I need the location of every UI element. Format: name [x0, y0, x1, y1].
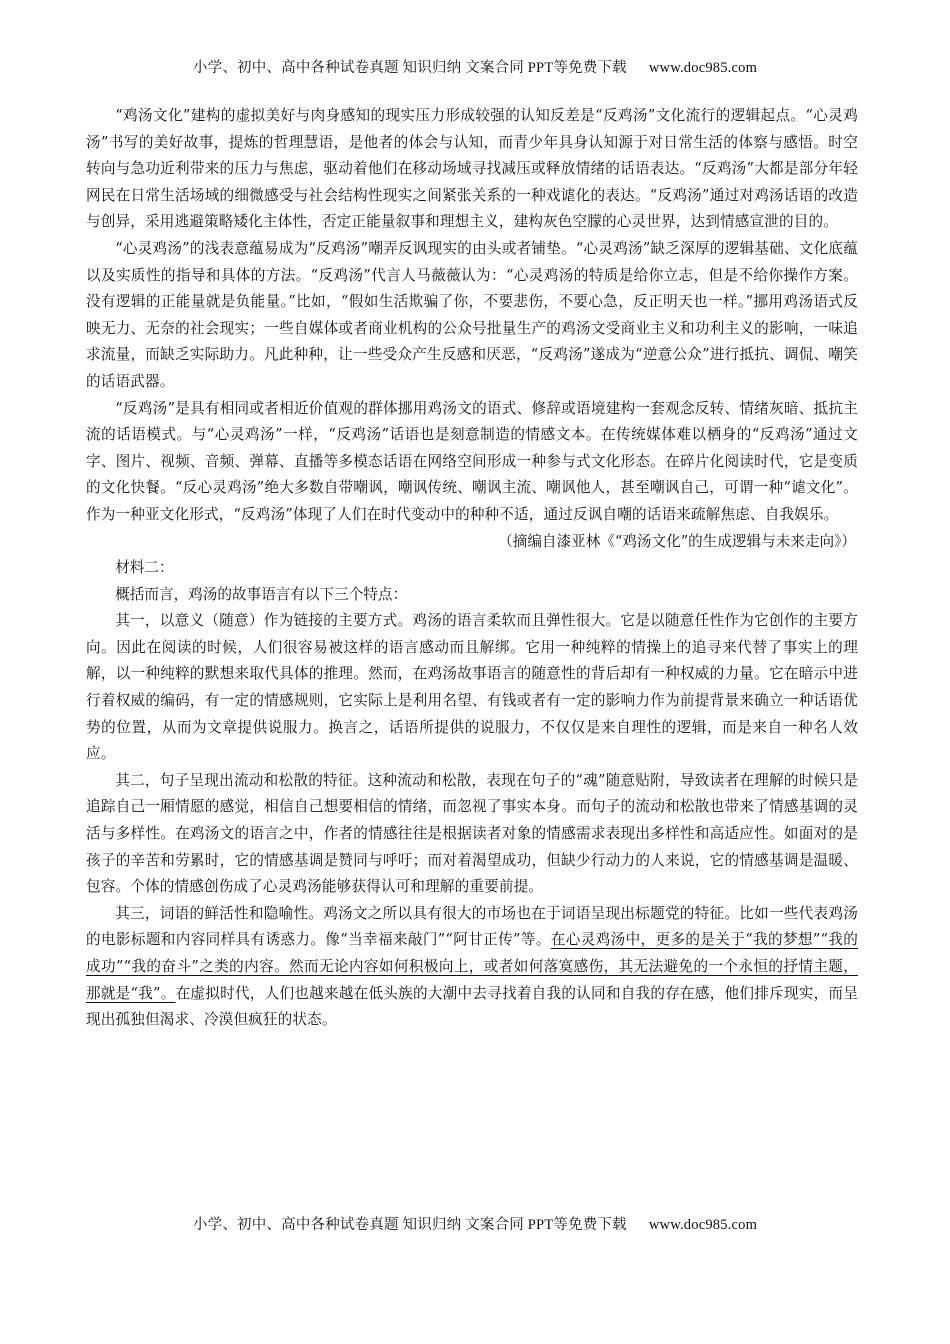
page-header: [0, 56, 950, 77]
material-two-intro: 概括而言，鸡汤的故事语言有以下三个特点：: [115, 585, 408, 603]
point-three-underlined-sentence: 在心灵鸡汤中，更多的是关于“我的梦想”“我的成功”“我的奋斗”之类的内容。然而无论内容如何积极向上，或者如何落寞感伤，其无法避免的一个永恒的抒情主题，那就是“我”。: [86, 931, 858, 1002]
material-two-point-one: 其一，以意义（随意）作为链接的主要方式。鸡汤的语言柔软而且弹性很大。它是以随意任性作为它创作的主要方向。因此在阅读的时候，人们很容易被这样的语言感动而且解绑。它用一种纯粹的情操上的追寻来代替了事实上的理解，以一种纯粹的默想来取代具体的推理。然而，在鸡汤故事语言的随意性的背后却有一种权威的力量。它在暗示中进行着权威的编码，有一定的情感规则，它实际上是利用名望、有钱或者有一定的影响力作为前提背景来确立一种话语优势的位置，从而为文章提供说服力。换言之，话语所提供的说服力，不仅仅是来自理性的逻辑，而是来自一种名人效应。: [86, 612, 858, 763]
point-three-end: 在虚拟时代，人们也越来越在低头族的大潮中去寻找着自我的认同和自我的存在感，他们排斥现实，而呈现出孤独但渴求、冷漠但疯狂的状态。: [86, 984, 858, 1029]
material-one-source: （摘编自漆亚林《“鸡汤文化”的生成逻辑与未来走向》）: [498, 532, 856, 550]
footer-text: 小学、初中、高中各种试卷真题 知识归纳 文案合同 PPT等免费下载: [192, 1217, 627, 1233]
document-body: [86, 103, 858, 1034]
material-two-point-two: 其二，句子呈现出流动和松散的特征。这种流动和松散，表现在句子的“魂”随意贴附，导致读者在理解的时候只是追踪自己一厢情愿的感觉，相信自己想要相信的情绪，而忽视了事实本身。而句子的流动和松散也带来了情感基调的灵活与多样性。在鸡汤文的语言之中，作者的情感往往是根据读者对象的情感需求表现出多样性和高适应性。如面对的是孩子的辛苦和劳累时，它的情感基调是赞同与呼吁；而对着渴望成功，但缺少行动力的人来说，它的情感基调是温暖、包容。个体的情感创伤成了心灵鸡汤能够获得认可和理解的重要前提。: [86, 771, 858, 896]
header-url-link[interactable]: www.doc985.com: [648, 60, 758, 76]
page-footer: [0, 1213, 950, 1234]
point-three-start: 其三，词语的鲜活性和隐喻性。鸡汤文之所以具有很大的市场也在于词语呈现出标题党的特征。比如一些代表鸡汤的电影标题和内容同样具有诱惑力。像“当幸福来敲门”“阿甘正传”等。: [86, 904, 858, 949]
material-one-paragraph-3: “反鸡汤”是具有相同或者相近价值观的群体挪用鸡汤文的语式、修辞或语境建构一套观念反转、情绪灰暗、抵抗主流的话语模式。与“心灵鸡汤”一样，“反鸡汤”话语也是刻意制造的情感文本。在传统媒体难以栖身的“反鸡汤”通过文字、图片、视频、音频、弹幕、直播等多模态话语在网络空间形成一种参与式文化形态。在碎片化阅读时代，它是变质的文化快餐。“反心灵鸡汤”绝大多数自带嘲讽，嘲讽传统、嘲讽主流、嘲讽他人，甚至嘲讽自己，可谓一种“谑文化”。作为一种亚文化形式，“反鸡汤”体现了人们在时代变动中的种种不适，通过反讽自嘲的话语来疏解焦虑、自我娱乐。: [86, 399, 858, 523]
material-two-label: 材料二：: [115, 559, 174, 577]
material-two-point-three: [86, 901, 858, 1034]
material-one-paragraph-2: “心灵鸡汤”的浅表意蕴易成为“反鸡汤”嘲弄反讽现实的由头或者铺垫。“心灵鸡汤”缺乏深厚的逻辑基础、文化底蕴以及实质性的指导和具体的方法。“反鸡汤”代言人马薇薇认为：“心灵鸡汤的特质是给你立志，但是不给你操作方案。没有逻辑的正能量就是负能量。”比如，“假如生活欺骗了你，不要悲伤，不要心急，反正明天也一样。”挪用鸡汤语式反映无力、无奈的社会现实；一些自媒体或者商业机构的公众号批量生产的鸡汤文受商业主义和功利主义的影响，一味追求流量，而缺乏实际助力。凡此种种，让一些受众产生反感和厌恶，“反鸡汤”遂成为“逆意公众”进行抵抗、调侃、嘲笑的话语武器。: [86, 239, 858, 390]
material-one-paragraph-1: “鸡汤文化”建构的虚拟美好与肉身感知的现实压力形成较强的认知反差是“反鸡汤”文化流行的逻辑起点。“心灵鸡汤”书写的美好故事，提炼的哲理慧语，是他者的体会与认知，而青少年具身认知源于对日常生活的体察与感悟。时空转向与急功近利带来的压力与焦虑，驱动着他们在移动场域寻找减压或释放情绪的话语表达。“反鸡汤”大都是部分年轻网民在日常生活场域的细微感受与社会结构性现实之间紧张关系的一种戏谑化的表达。“反鸡汤”通过对鸡汤话语的改造与创异，采用逃避策略矮化主体性，否定正能量叙事和理想主义，建构灰色空朦的心灵世界，达到情感宣泄的目的。: [86, 107, 858, 231]
footer-url-link[interactable]: www.doc985.com: [648, 1217, 758, 1233]
header-text: 小学、初中、高中各种试卷真题 知识归纳 文案合同 PPT等免费下载: [192, 60, 627, 76]
